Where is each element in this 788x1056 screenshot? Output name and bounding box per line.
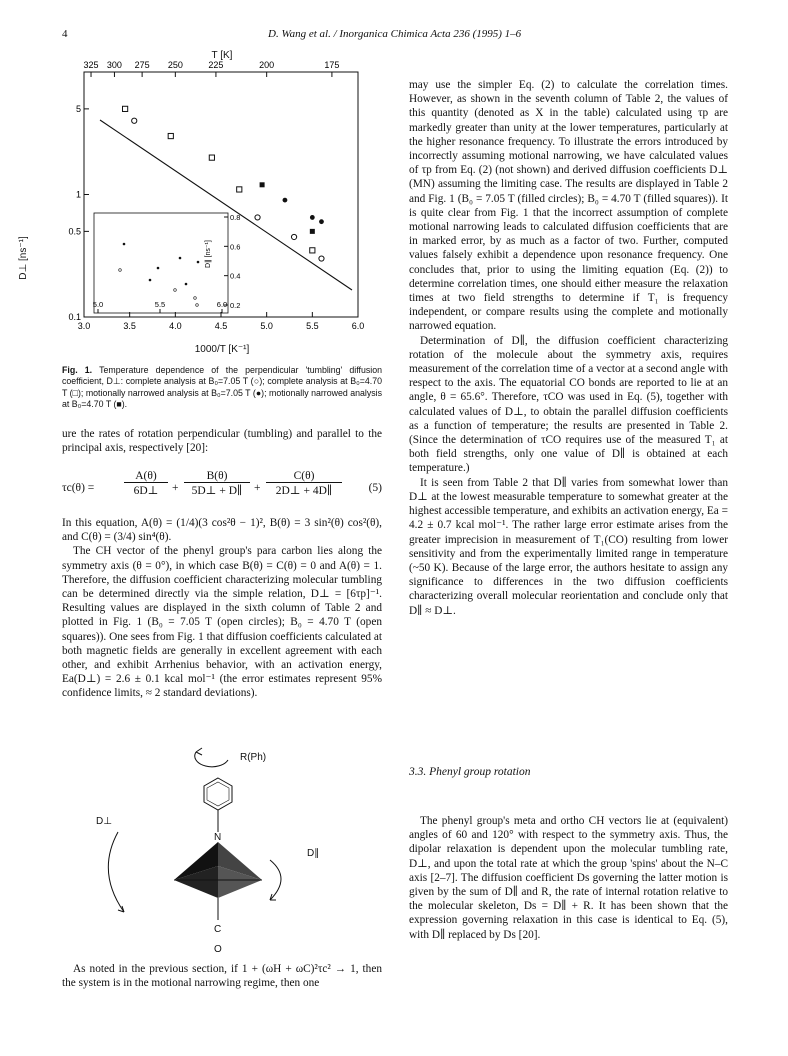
rotation-arrow-left bbox=[108, 832, 124, 912]
bottom-tick-label: 4.0 bbox=[169, 321, 182, 331]
label-o: O bbox=[214, 944, 222, 955]
top-tick-label: 275 bbox=[134, 60, 150, 70]
running-title: D. Wang et al. / Inorganica Chimica Acta 236 (1995) 1–6 bbox=[268, 28, 522, 40]
bottom-axis-title: 1000/T [K⁻¹] bbox=[194, 344, 250, 355]
label-dpar: D∥ bbox=[307, 848, 320, 859]
top-tick-label: 300 bbox=[106, 60, 122, 70]
left-tick-label: 0.1 bbox=[68, 312, 81, 322]
inset-y-tick-label: 0.6 bbox=[230, 242, 241, 252]
top-axis-title: T [K] bbox=[211, 50, 233, 61]
left-axis-title: D⊥ [ns⁻¹] bbox=[18, 236, 29, 280]
paragraph: The phenyl group's meta and ortho CH vectors lie at (equivalent) angles of 60 and 120° with respect to the symmetry axis. Thus, the dipolar relaxation is dependent upon the molecular tumbling rate, D⊥, and upon the total rate at which the group 'spins' about the N–C axis [2–7]. The diffusion coefficient Ds governing the latter motion is given by the sum of D∥ and R, the rate of internal rotation relative to the molecular skeleton, Ds = D∥ + R. It has been shown that the expression governing relaxation in this case is identical to Eq. (5), with D∥ replaced by Ds [20]. bbox=[409, 815, 728, 941]
eq-den: 5D⊥ + D∥ bbox=[191, 485, 243, 497]
top-tick-label: 225 bbox=[208, 60, 224, 70]
left-tick-label: 5 bbox=[75, 103, 81, 114]
inset-x-tick-label: 5.0 bbox=[92, 300, 104, 309]
left-column-bottom bbox=[62, 962, 382, 990]
eq-den: 6D⊥ bbox=[133, 485, 159, 497]
top-tick-label: 325 bbox=[83, 60, 99, 70]
inset-y-tick-label: 0.8 bbox=[230, 213, 241, 222]
inset-x-tick-label: 5.5 bbox=[154, 300, 166, 309]
eq-num: A(θ) bbox=[124, 470, 168, 483]
eq-den: 2D⊥ + 4D∥ bbox=[275, 485, 333, 497]
left-tick-label: 1 bbox=[75, 189, 81, 200]
molecule-diagram bbox=[0, 0, 400, 1000]
bottom-tick-label: 3.5 bbox=[123, 321, 136, 331]
section-heading: 3.3. Phenyl group rotation bbox=[409, 766, 531, 778]
caption-text: Temperature dependence of the perpendicular 'tumbling' diffusion coefficient, D⊥: complete analysis at B₀=7.05 T (○); complete analysis at B₀=4.70 T (□); motionally narrowed analysis at B₀=7.05 T (●); motionally narrowed analysis at B₀=4.70 T (■). bbox=[62, 365, 382, 409]
label-rph: R(Ph) bbox=[240, 752, 267, 763]
label-c: C bbox=[214, 924, 222, 935]
page-number: 4 bbox=[62, 28, 68, 40]
caption-label: Fig. 1. bbox=[62, 365, 93, 375]
phenyl-ring bbox=[204, 778, 232, 810]
right-column-top bbox=[409, 78, 728, 618]
bottom-tick-label: 6.0 bbox=[351, 321, 365, 331]
right-column-bottom bbox=[409, 814, 728, 942]
paragraph: As noted in the previous section, if 1 + (ωH + ωC)²τc² → 1, then the system is in the motional narrowing regime, then one bbox=[62, 963, 382, 990]
paragraph: may use the simpler Eq. (2) to calculate the correlation times. However, as shown in the seventh column of Table 2, the values of this quantity (denoted as X in the table) calculated using τp are markedly greater than unity at the lower temperatures, particularly at the higher resonance frequency. To illustrate the errors introduced by incorrectly assuming motional narrowing, we have calculated values of τp from Eq. (2) (not shown) and derived diffusion coefficients D⊥ (MN) assuming the limiting case. The results are displayed in Table 2 and Fig. 1 (B₀ = 7.05 T (filled circles); B₀ = 4.70 T (filled squares)). It is quite clear from Fig. 1 that the incorrect assumption of complete motional narrowing leads to calculated diffusion coefficients that are in marked error, by as much as a factor of two. Further, computed values falsely exhibit a dependence upon resonance frequency. One concludes that, prior to using the limiting equation (Eq. (2)) to determine correlation times, one should either measure the relaxation times at two field strengths to determine if T₁ is frequency independent, or compare results using the complete and motionally narrowed equation. bbox=[409, 79, 728, 333]
paragraph: The CH vector of the phenyl group's para carbon lies along the symmetry axis (θ = 0°), in which case B(θ) = C(θ) = 0 and A(θ) = 1. Therefore, the diffusion coefficient characterizing molecular tumbling can be determined directly via the simple relation, D⊥ = [6τp]⁻¹. Resulting values are displayed in the sixth column of Table 2 and plotted in Fig. 1 (B₀ = 7.05 T (open circles); B₀ = 4.70 T (open squares)). One sees from Fig. 1 that diffusion coefficients calculated at both magnetic fields are generally in excellent agreement with each other, and exhibit Arrhenius behavior, with an activation energy, Ea(D⊥) = 2.6 ± 0.1 kcal mol⁻¹ (the error estimates represent 95% confidence limits, ≈ 2 standard deviations). bbox=[62, 545, 382, 700]
bottom-tick-label: 5.0 bbox=[260, 321, 273, 331]
inset-y-label: D∥ [ns⁻¹] bbox=[205, 240, 212, 268]
top-tick-label: 250 bbox=[167, 60, 183, 70]
bottom-tick-label: 5.5 bbox=[306, 321, 319, 331]
eq-num: B(θ) bbox=[184, 470, 250, 483]
inset-y-tick-label: 0.4 bbox=[230, 271, 241, 281]
eq-lhs: τc(θ) = bbox=[62, 482, 95, 494]
paragraph: Determination of D∥, the diffusion coefficient characterizing rotation of the molecule about the symmetry axis, requires measurement of the correlation time of a vector at a second angle with respect to the axis. The equatorial CO bonds are reported to lie at an angle, θ = 65.6°. Therefore, τCO was used in Eq. (5), together with calculated values of D⊥, to obtain the parallel diffusion coefficients as a function of temperature; the results are presented in Table 2. (Since the determination of τCO requires use of the measured T₁ at both field strengths, only one value of D∥ is obtained at each temperature.) bbox=[409, 334, 728, 475]
eq-number: (5) bbox=[368, 482, 382, 494]
inset-x-tick-label: 6.0 bbox=[216, 300, 228, 309]
bottom-tick-label: 4.5 bbox=[214, 321, 228, 331]
inset-y-tick-label: 0.2 bbox=[230, 301, 241, 310]
label-n: N bbox=[214, 832, 222, 843]
equation-5: τc(θ) = $\frac{A(\theta)}{6D\perp}$ + $\frac{B(\theta)}{5D\perp + D\parallel}$ + $\frac{C(\theta)}{2D\perp + 4D\parallel}$ (5) bbox=[62, 470, 382, 497]
paragraph: In this equation, A(θ) = (1/4)(3 cos²θ − 1)², B(θ) = 3 sin²(θ) cos²(θ), and C(θ) = (3/4) sin⁴(θ). bbox=[62, 517, 382, 544]
paragraph: It is seen from Table 2 that D∥ varies from somewhat lower than D⊥ at the lowest measurable temperature to somewhat greater at the highest accessible temperature, and exhibits an activation energy, Ea = 4.2 ± 0.7 kcal mol⁻¹. The rather large error estimate arises from the greater imprecision in measurement of T₁(CO) resulting from lower sensitivity and from the experimentally limited range in temperature (~50 K). Because of the large error, the authors hesitate to assign any significance to differences in the two diffusion coefficients characterizing overall molecular reorientation and conclude only that D∥ ≈ D⊥. bbox=[409, 476, 728, 617]
label-dperp: D⊥ bbox=[96, 816, 112, 827]
eq-num: C(θ) bbox=[266, 470, 342, 483]
paragraph: ure the rates of rotation perpendicular (tumbling) and parallel to the principal axis, respectively [20]: bbox=[62, 428, 382, 455]
top-tick-label: 200 bbox=[259, 60, 275, 70]
top-tick-label: 175 bbox=[324, 60, 340, 70]
left-tick-label: 0.5 bbox=[68, 226, 81, 237]
bottom-tick-label: 3.0 bbox=[77, 321, 91, 331]
